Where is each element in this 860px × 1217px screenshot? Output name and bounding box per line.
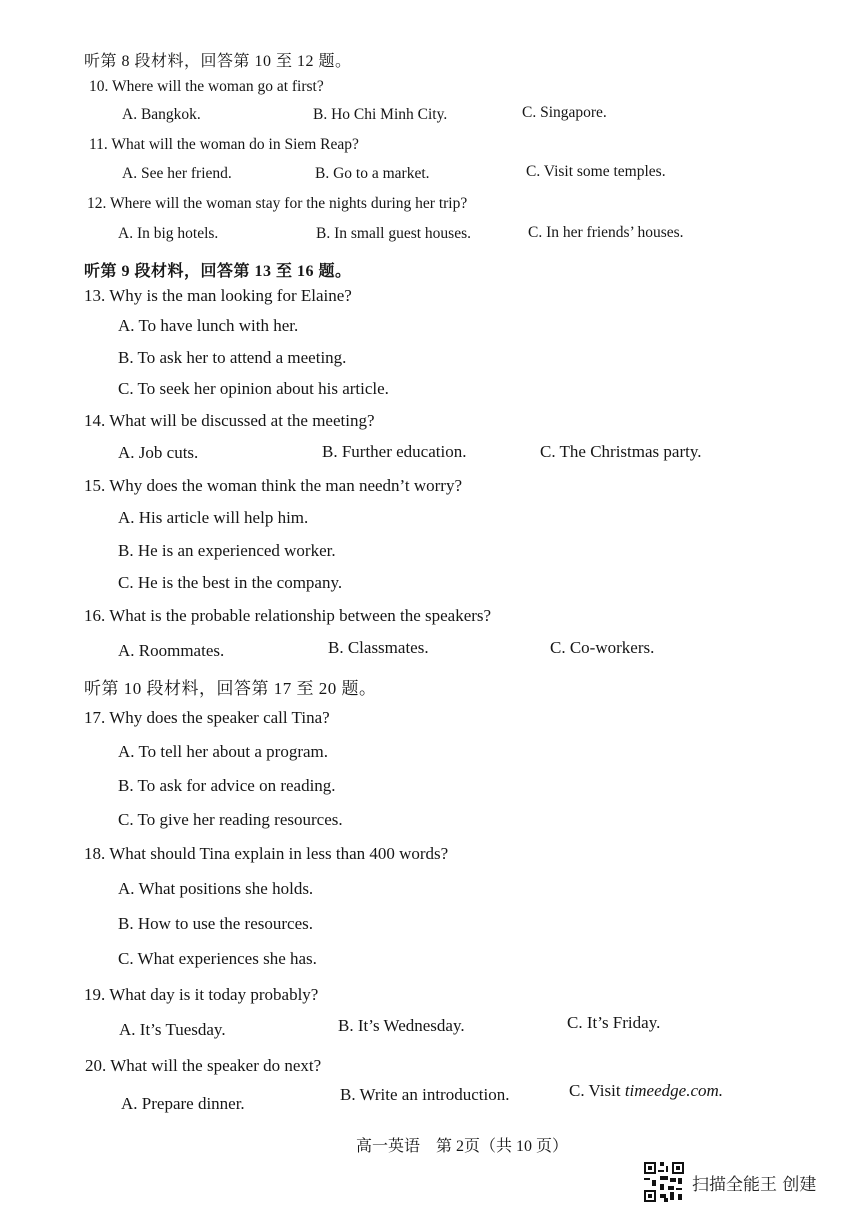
option-16-c: C. Co-workers. <box>550 638 655 657</box>
scanner-watermark-text: 扫描全能王 创建 <box>692 1174 817 1195</box>
question-12: 12. Where will the woman stay for the nights during her trip? <box>87 195 468 212</box>
scanner-watermark <box>644 1162 816 1202</box>
option-12-c: C. In her friends’ houses. <box>528 224 684 241</box>
option-16-a: A. Roommates. <box>118 641 225 660</box>
option-17-b: B. To ask for advice on reading. <box>118 776 336 795</box>
option-11-c: C. Visit some temples. <box>526 163 666 180</box>
option-10-c: C. Singapore. <box>522 104 607 121</box>
option-20-c <box>569 1081 723 1101</box>
option-20-c-label: C. Visit <box>569 1081 625 1100</box>
page-footer: 高一英语 第 2页（共 10 页） <box>356 1138 569 1155</box>
question-18: 18. What should Tina explain in less than 400 words? <box>84 844 449 863</box>
option-18-c: C. What experiences she has. <box>118 949 317 968</box>
option-11-a: A. See her friend. <box>122 165 232 182</box>
option-10-a: A. Bangkok. <box>122 106 201 123</box>
option-20-a: A. Prepare dinner. <box>121 1094 245 1113</box>
question-19: 19. What day is it today probably? <box>84 985 319 1004</box>
option-11-b: B. Go to a market. <box>315 165 430 182</box>
section-heading-8: 听第 8 段材料，回答第 10 至 12 题。 <box>84 53 352 70</box>
option-13-a: A. To have lunch with her. <box>118 316 299 335</box>
question-20: 20. What will the speaker do next? <box>85 1056 322 1075</box>
option-18-b: B. How to use the resources. <box>118 914 313 933</box>
option-12-b: B. In small guest houses. <box>316 225 471 242</box>
option-16-b: B. Classmates. <box>328 638 429 657</box>
qr-code-icon <box>644 1162 684 1202</box>
option-14-a: A. Job cuts. <box>118 443 199 462</box>
option-20-b: B. Write an introduction. <box>340 1085 510 1104</box>
question-16: 16. What is the probable relationship between the speakers? <box>84 606 492 625</box>
question-14: 14. What will be discussed at the meeting? <box>84 411 375 430</box>
option-20-c-website: timeedge.com. <box>624 1081 724 1100</box>
option-14-b: B. Further education. <box>322 442 467 461</box>
option-17-c: C. To give her reading resources. <box>118 810 343 829</box>
option-13-c: C. To seek her opinion about his article. <box>118 379 389 398</box>
section-heading-9: 听第 9 段材料，回答第 13 至 16 题。 <box>84 263 352 280</box>
option-13-b: B. To ask her to attend a meeting. <box>118 348 347 367</box>
option-18-a: A. What positions she holds. <box>118 879 314 898</box>
option-12-a: A. In big hotels. <box>118 225 219 242</box>
option-15-b: B. He is an experienced worker. <box>118 541 336 560</box>
option-15-c: C. He is the best in the company. <box>118 573 343 592</box>
option-14-c: C. The Christmas party. <box>540 442 702 461</box>
question-17: 17. Why does the speaker call Tina? <box>84 708 330 727</box>
option-17-a: A. To tell her about a program. <box>118 742 328 761</box>
option-19-b: B. It’s Wednesday. <box>338 1016 465 1035</box>
question-13: 13. Why is the man looking for Elaine? <box>84 286 352 305</box>
option-19-a: A. It’s Tuesday. <box>119 1020 226 1039</box>
option-15-a: A. His article will help him. <box>118 508 309 527</box>
section-heading-10: 听第 10 段材料，回答第 17 至 20 题。 <box>84 679 377 698</box>
question-11: 11. What will the woman do in Siem Reap? <box>89 136 359 153</box>
option-19-c: C. It’s Friday. <box>567 1013 661 1032</box>
question-10: 10. Where will the woman go at first? <box>89 78 324 95</box>
question-15: 15. Why does the woman think the man needn’t worry? <box>84 476 463 495</box>
option-10-b: B. Ho Chi Minh City. <box>313 106 448 123</box>
